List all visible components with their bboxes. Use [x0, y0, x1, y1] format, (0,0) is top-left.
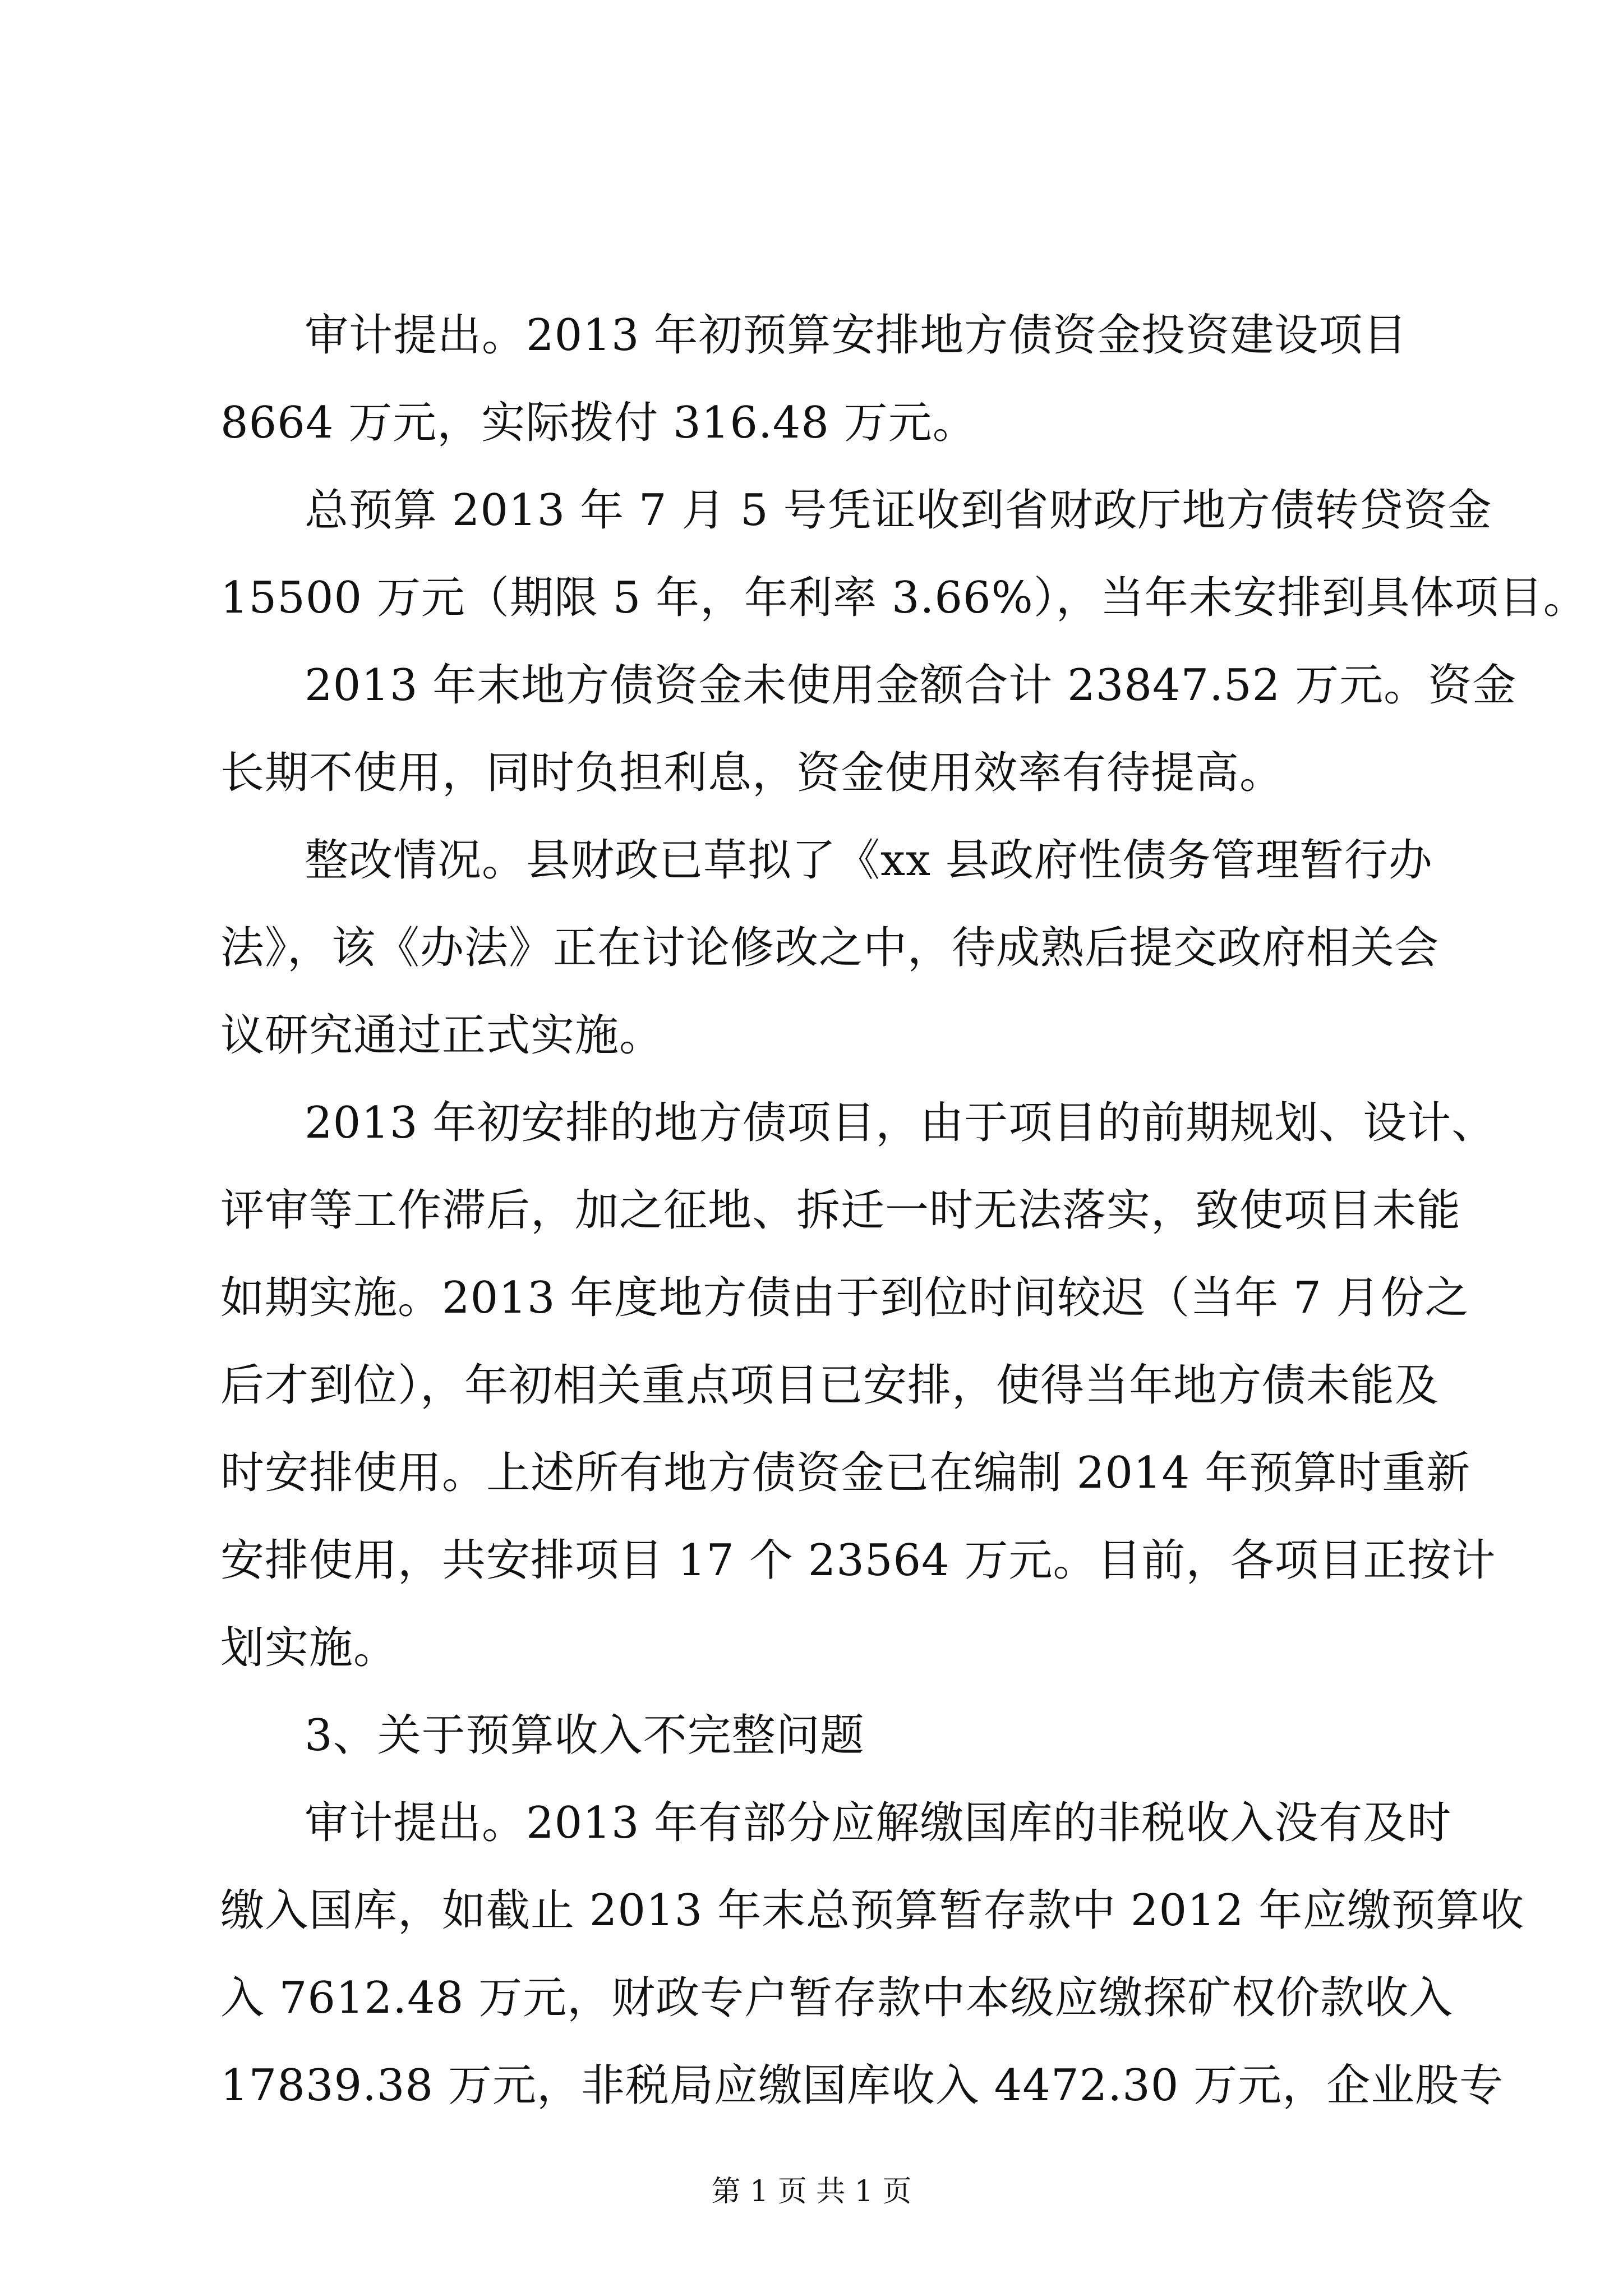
text-line-7: 整改情况。县财政已草拟了《xx 县政府性债务管理暂行办	[305, 835, 1433, 886]
text-line-11: 评审等工作滞后，加之征地、拆迁一时无法落实，致使项目未能	[220, 1185, 1461, 1236]
text-line-4: 15500 万元（期限 5 年，年利率 3.66%），当年未安排到具体项目。	[220, 573, 1588, 623]
text-line-21: 17839.38 万元，非税局应缴国库收入 4472.30 万元，企业股专	[220, 2060, 1504, 2111]
text-line-5: 2013 年末地方债资金未使用金额合计 23847.52 万元。资金	[305, 660, 1517, 711]
text-line-14: 时安排使用。上述所有地方债资金已在编制 2014 年预算时重新	[220, 1448, 1471, 1498]
page-number-footer: 第 1 页 共 1 页	[711, 2175, 912, 2208]
text-line-13: 后才到位），年初相关重点项目已安排，使得当年地方债未能及	[220, 1360, 1440, 1411]
text-line-19: 缴入国库，如截止 2013 年末总预算暂存款中 2012 年应缴预算收	[220, 1885, 1525, 1936]
text-line-18: 审计提出。2013 年有部分应解缴国库的非税收入没有及时	[305, 1798, 1452, 1848]
text-line-9: 议研究通过正式实施。	[220, 1010, 664, 1061]
text-line-8: 法》，该《办法》正在讨论修改之中，待成熟后提交政府相关会	[220, 923, 1440, 973]
text-line-10: 2013 年初安排的地方债项目，由于项目的前期规划、设计、	[305, 1098, 1496, 1148]
body-text	[220, 292, 1588, 2129]
text-line-3: 总预算 2013 年 7 月 5 号凭证收到省财政厅地方债转贷资金	[305, 485, 1492, 536]
text-line-6: 长期不使用，同时负担利息，资金使用效率有待提高。	[220, 748, 1284, 798]
text-line-2: 8664 万元，实际拨付 316.48 万元。	[220, 398, 977, 448]
text-line-1: 审计提出。2013 年初预算安排地方债资金投资建设项目	[305, 310, 1408, 361]
text-line-15: 安排使用，共安排项目 17 个 23564 万元。目前，各项目正按计	[220, 1535, 1496, 1586]
text-line-12: 如期实施。2013 年度地方债由于到位时间较迟（当年 7 月份之	[220, 1273, 1469, 1323]
section-heading: 3、关于预算收入不完整问题	[305, 1710, 865, 1761]
text-line-20: 入 7612.48 万元，财政专户暂存款中本级应缴探矿权价款收入	[220, 1973, 1454, 2023]
text-line-16: 划实施。	[220, 1623, 398, 1673]
